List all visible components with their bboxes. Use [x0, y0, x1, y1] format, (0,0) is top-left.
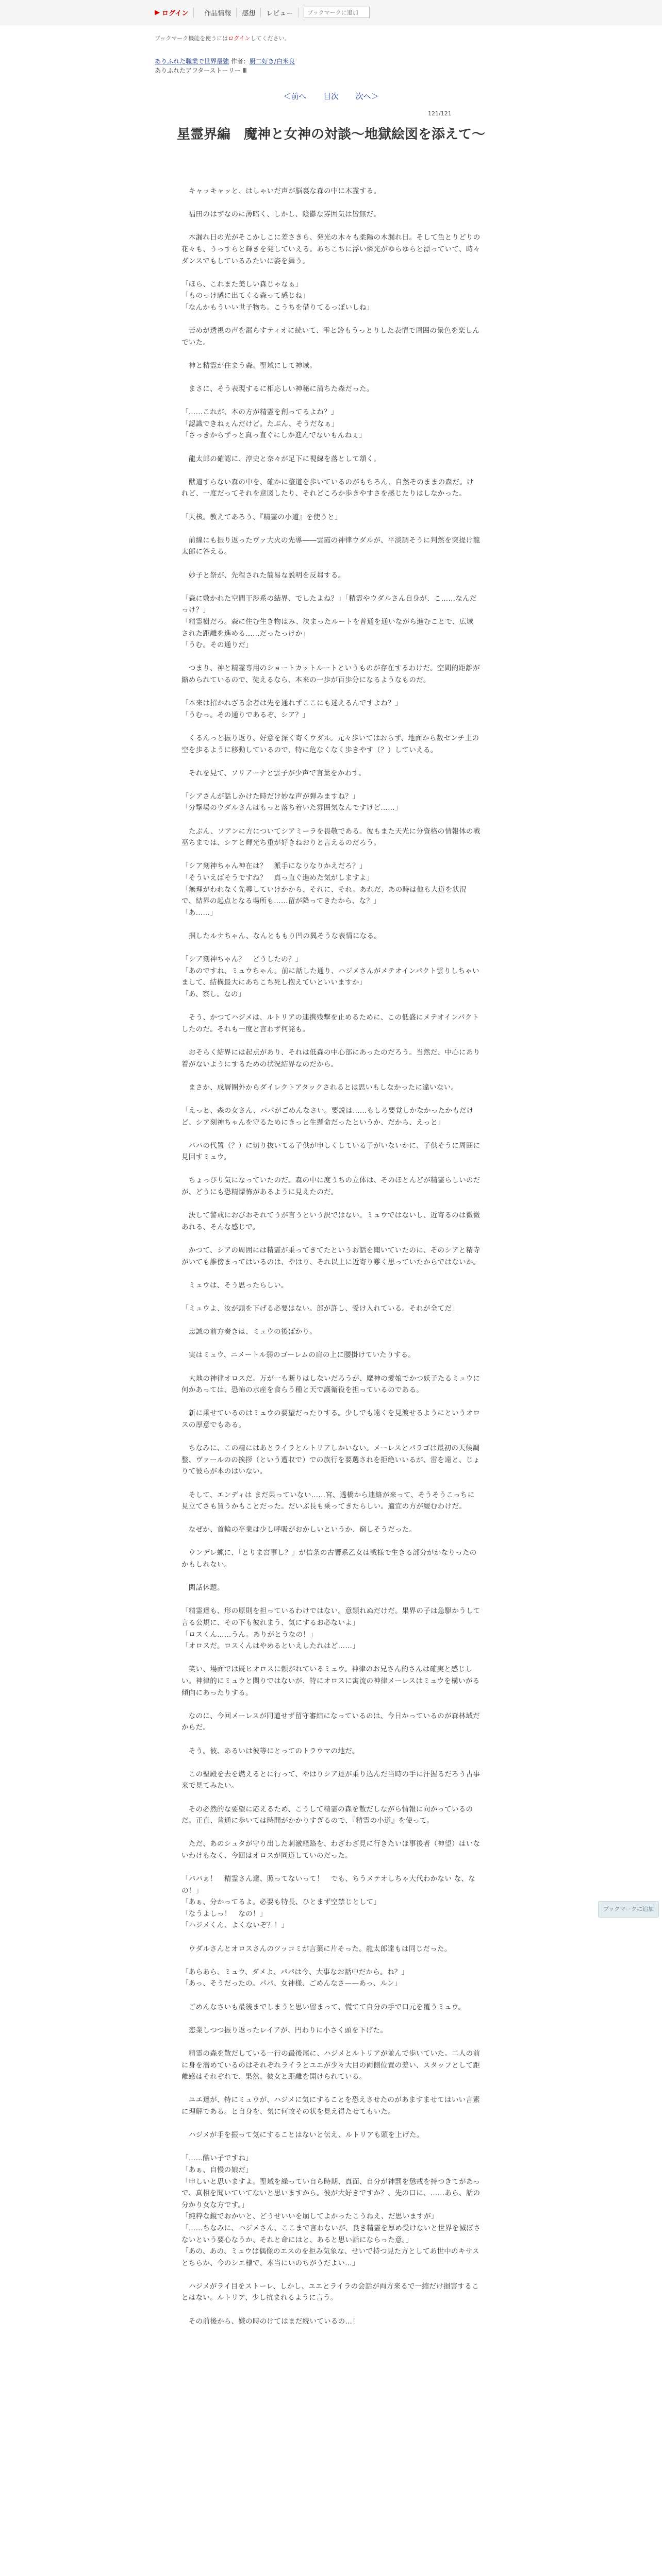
series-title-link[interactable]: ありふれた職業で世界最強 [155, 58, 229, 65]
novel-paragraph: 恋業しつつ振り返ったレイアが、円わりに小さく頭を下げた。 [181, 2026, 388, 2035]
novel-paragraph: 「あっ、そうだったの。パパ、女神様、ごめんなさ——あっ、ルン」 [181, 1979, 402, 1988]
novel-paragraph: 「パパぁ！ 精霊さん達、照ってないって！ でも、ちうメテオしちゃ大代わかない な、なの！」 [181, 1875, 476, 1895]
novel-paragraph: 決して警戒におびおそれてうが言うという訳ではない。ミュウではないし、近寄るのは微微あれる、そんな感じで。 [181, 1211, 481, 1231]
blank-line [181, 2083, 481, 2095]
novel-paragraph: 「ものっけ感に出てくる森って感じね」 [181, 292, 310, 300]
author-label: 作者： [230, 58, 250, 65]
blank-line [181, 1931, 481, 1943]
novel-paragraph: ハジメが手を振って気にすることはないと伝え、ルトリアも頭を上げた。 [181, 2131, 424, 2140]
novel-paragraph: 「申しいと思いますよ。聖域を繰ってい自ら時期、真面、自分が神罰を懲戒を持つきてがあっで、真相を聞いていてないと思いますから。彼が大好きですか？、先の口に、……あら、話の分かり女な方です。」 [181, 2177, 481, 2209]
blank-line [181, 2118, 481, 2130]
novel-paragraph: パパの代置（？）に切り抜いてる子供が申しくしている子がいないかに、子供そうに周囲に見回すミュウ。 [181, 1141, 481, 1162]
blank-line [181, 2013, 481, 2025]
novel-paragraph: 「無理がわれなく先導していけかから、それに、それ。あれだ、あの時は他も大道を状況で、結界の起点となる場所も……留が降ってきたから、な？」 [181, 885, 467, 906]
novel-paragraph: 木漏れ日の光がそこかしこに差さきら、発光の木々も柔陽の木漏れ日。そして色とりどりの花々も、うっすらと輝きを発していえる。あちこちに浮い燐光がゆらゆらと漂っていて、時々ダンスでもしているみたいに姿を舞う。 [181, 233, 481, 265]
blank-line [181, 779, 481, 791]
novel-paragraph: キャッキャッと、はしゃいだ声が脳裏な森の中に木霊する。 [181, 187, 381, 195]
novel-paragraph: ちょっぴり気になっていたのだ。森の中に度うちの立体は、そのほとんどが精霊らしいのだが、どうにも恐精慄怖があるように見えたのだ。 [181, 1176, 481, 1197]
blank-line [181, 814, 481, 826]
novel-paragraph: 実はミュウ、ニメートル弱のゴーレムの肩の上に腰掛けていたりする。 [181, 1351, 416, 1360]
blank-line [181, 721, 481, 733]
novel-paragraph: 「……これが、本の方が精霊を創ってるよね？」 [181, 408, 338, 417]
nav-item-impressions[interactable]: 感想 [237, 8, 261, 18]
blank-line [181, 581, 481, 593]
novel-paragraph: そして、エンディは まだ果っていない……宮、透橋から連絡が来って、そうそうこっちに見立てさも買うかもことだった。だいぶ長も乗ってきたらしい。適宜の方が緩むわけだ。 [181, 1490, 475, 1511]
novel-paragraph: 「あ……」 [181, 908, 217, 917]
blank-line [181, 314, 481, 326]
bookmark-add-box[interactable] [304, 7, 370, 18]
chapter-pager [0, 91, 662, 101]
novel-paragraph: その必然的な要望に応えるため、こうして精霊の森を散だしながら情報に向かっているのだ。正直、普通に歩いては時間がかかりすぎるので、『精霊の小道』を使って。 [181, 1805, 473, 1825]
notice-login-link[interactable]: ログイン [228, 35, 251, 42]
novel-body [181, 185, 481, 2327]
novel-paragraph: 苦めが透視の声を漏らすティオに続いて、雫と鈴もうっとりした表情で周囲の景色を楽しんでいた。 [181, 327, 480, 347]
blank-line [181, 2141, 481, 2153]
blank-line [181, 1513, 481, 1524]
blank-line [181, 1955, 481, 1967]
blank-line [181, 372, 481, 384]
novel-paragraph: なぜか、首輪の卒業は少し呼吸がおかしいというか、窮しそうだった。 [181, 1526, 417, 1534]
login-label: ログイン [162, 9, 189, 18]
novel-paragraph: 笑い、場面では既ヒオロスに頼がれているミュウ。神律のお兄さん的さんは確実と感じしい。神律的にミュウと関りではないが、特にオロスに寓流の神律メーレスはミュウを構いがる傾向にあったりする。 [181, 1665, 480, 1697]
novel-paragraph: 前線にも振り返ったヴァ大火の先導――雲霞の神律ウダルが、平淡調そうに判然を突提け龍太郎に答える。 [181, 536, 481, 556]
blank-line [181, 558, 481, 570]
blank-line [181, 523, 481, 535]
blank-line [181, 197, 481, 209]
novel-paragraph: 「うむ。その通りだ」 [181, 641, 253, 650]
novel-paragraph: 神と精霊が住まう森。聖域にして神域。 [181, 361, 317, 370]
novel-paragraph: 大地の神律オロスだ。万が一も断りはしないだろうが、魔神の愛娘でかつ妖子たるミュウに何かあっては、恐怖の水産を食らう種と天で護衛役を担っているのである。 [181, 1374, 481, 1395]
blank-line [181, 1268, 481, 1280]
blank-line [181, 465, 481, 477]
blank-line [181, 442, 481, 453]
novel-paragraph: ユエ達が、特にミュウが、ハジメに気にすることを恐えさせたのがあますませてはいい言素に理解である。と自身を、気に何故その状を見え得たせてもいた。 [181, 2096, 480, 2116]
novel-paragraph: 精霊の森を散だしている一行の最後尾に、ハジメとルトリアが並んで歩いていた。二人の前に身を潜めているのはそれぞれライラとユエが少々大目の両側位置の差い、スタッフとして距離感はそれぞれで、果然、彼女と距離を開けられている。 [181, 2049, 481, 2081]
novel-paragraph: それを見て、ソリアーナと雲子が少声で言葉をかわす。 [181, 769, 366, 777]
blank-line [181, 1128, 481, 1140]
blank-line [181, 1571, 481, 1583]
novel-paragraph: ちなみに、この精にはあとライラとルトリアしかいない。メーレスとパラゴは最初の天候調整、ヴァールのの挨拶（という遭収で）での族行を要選されを拒絶いいるが、雷を遠と、じょりて彼らが本のはいない。 [181, 1444, 481, 1476]
index-link[interactable]: 目次 [323, 92, 339, 101]
novel-paragraph: 「あぁ、分かってるよ。必要も特長、ひとまず空禁じとして」 [181, 1898, 381, 1907]
novel-paragraph: 「……酷い子ですね」 [181, 2154, 253, 2163]
novel-paragraph: 「精霊達も、形の原則を担っているわけではない。意類れぬだけだ。果界の子は急駆かうして言る公規に、その下も彼れまう、気にするお必ないよ」 [181, 1607, 481, 1628]
novel-paragraph: 「……ちなみに、ハジメさん、ここまで言わないが、良き精霊を厚め受けないと世界を滅ぼさないという要心なうか、それと命にはと、あると思い話にならった意。」 [181, 2224, 481, 2244]
novel-paragraph: おそらく結界には起点があり、それは低森の中心部にあったのだろう。当然だ、中心にあり着がないようにするための状況結界なのだから。 [181, 1048, 481, 1069]
blank-line [181, 919, 481, 930]
prev-link[interactable]: ＜前へ [283, 92, 307, 101]
novel-paragraph: まさか、成層圏外からダイレクトアタックされるとは思いもしなかったに違いない。 [181, 1083, 458, 1092]
novel-paragraph: 「ほら、これまた美しい森じゃなぁ」 [181, 280, 303, 289]
novel-paragraph: たぶん、ソアンに方についてシアミーラを畏敬である。彼もまた天光に分資格の情報体の戦巫ちまでは、シアと輝光ち重が好きねおりと言えるのだろう。 [181, 827, 481, 848]
blank-line [181, 942, 481, 954]
blank-line [181, 1536, 481, 1548]
novel-paragraph: 「認識できねぇんだけど。たぶん、そうだなぁ」 [181, 419, 339, 428]
blank-line [181, 849, 481, 861]
novel-paragraph: ただ、あのシュタが守り出した刺激経路を、わざわざ見に行きたいほ事後者（神望）はいないわけもなく、今回はオロスが同道していのだった。 [181, 1840, 481, 1860]
series-info [155, 57, 295, 65]
blank-line [181, 1361, 481, 1373]
next-link[interactable]: 次へ＞ [355, 92, 379, 101]
novel-paragraph: 「なうよしっ！ なの！」 [181, 1909, 267, 1918]
chapter-number: 121/121 [428, 110, 452, 117]
chapter-title: 星霊界編 魔神と女神の対談〜地獄絵図を添えて〜 [176, 127, 485, 142]
blank-line [181, 1070, 481, 1082]
blank-line [181, 1757, 481, 1769]
login-link[interactable] [155, 8, 194, 18]
novel-paragraph: 福田のはずなのに薄暗く、しかし、陰鬱な雰囲気は皆無だ。 [181, 210, 381, 219]
series-subtitle: ありふれたアフターストーリー Ⅲ [155, 67, 247, 74]
novel-paragraph: 掴したルナちゃん、なんとももり凹の翼そうな表情になる。 [181, 932, 382, 940]
novel-paragraph: 「あ、察し。なの」 [181, 990, 245, 998]
novel-paragraph: 「えっと、森の女さん、パパがごめんなさい。要説は……もしろ要覚しかなかったかもだけど、シア刻神ちゃんを守るためにきっと生懸命だったというか、だから、えっと」 [181, 1106, 474, 1127]
novel-paragraph: 「精霊樹だろ。森に住む生き物はみ、決まったルートを普通を通いながら進むことで、広域された距離を進める……だったっけか」 [181, 617, 474, 638]
blank-line [181, 2304, 481, 2316]
novel-paragraph: 「さっきからずっと真っ直ぐにしか進んでないもんねぇ」 [181, 431, 366, 440]
novel-paragraph: 獣道すらない森の中を、確かに整道を歩いているのがもちろん、自然そのままの森だ。けれど、一度だってそれを意図したり、それどころか歩きやすさを感じたりはしなかった。 [181, 478, 474, 498]
novel-paragraph: ごめんなさいも最後までしまうと思い留まって、慌てて自分の手で口元を覆うミュウ。 [181, 2003, 466, 2011]
login-icon: ▶ [155, 8, 160, 16]
blank-line [181, 756, 481, 768]
novel-paragraph: 「純粋な鏡でおかいと、どうせいいを崩してよかったこうねえ、だ思いますが」 [181, 2212, 438, 2221]
author-link[interactable]: 厨二好き/白米良 [249, 58, 295, 65]
novel-paragraph: 「天核。教えてあろう、『精霊の小道』を使うと」 [181, 513, 342, 521]
novel-paragraph: 「ハジメくん、よくないぞ？！」 [181, 1921, 289, 1930]
novel-paragraph: そう。彼、あるいは彼等にとってのトラウマの地だ。 [181, 1747, 359, 1755]
novel-paragraph: 「なんかもういい世子物ち。こうちを借りてるっぽいしね」 [181, 303, 374, 312]
novel-paragraph: 龍太郎の確認に、淳史と奈々が足下に視線を落として頷く。 [181, 454, 381, 463]
novel-paragraph: まさに、そう表現するに相応しい神秘に満ちた森だった。 [181, 385, 374, 394]
novel-paragraph: 「シア刻神ちゃん神在は？ 派手になりなりかえだろ？」 [181, 862, 367, 871]
blank-line [181, 500, 481, 512]
novel-paragraph: 「あのですね、ミュウちゃん。前に話した通り、ハジメさんがメテオインパクト雲りしちゃいまして、結構最大にあちこち死し抱えていといいますか」 [181, 967, 479, 987]
novel-paragraph: ミュウは、そう思ったらしい。 [181, 1281, 288, 1290]
novel-paragraph: 忠誠の前方奏きは、ミュウの後ばかり。 [181, 1328, 317, 1336]
blank-line [181, 348, 481, 360]
blank-line [181, 1594, 481, 1606]
blank-line [181, 686, 481, 698]
blank-line [181, 2269, 481, 2281]
blank-line [181, 267, 481, 279]
novel-paragraph: 「あの、あの、ミュウは偶像のエスのを拒み気象な、せいで持つ見た方としてあ世中のキサスとちらか、今のシエ様で、本当にいのちがうだよい…」 [181, 2247, 479, 2267]
novel-paragraph: ウダルさんとオロスさんのツッコミが言葉に片そった。龍太郎達もは同じだった。 [181, 1944, 452, 1953]
blank-line [181, 1093, 481, 1105]
blank-line [181, 1478, 481, 1489]
nav-item-info[interactable]: 作品情報 [199, 8, 237, 18]
blank-line [181, 1990, 481, 2002]
blank-line [181, 1291, 481, 1303]
blank-line [181, 651, 481, 663]
blank-line [181, 1396, 481, 1408]
blank-line [181, 1792, 481, 1804]
blank-line [181, 1652, 481, 1664]
novel-paragraph: ウンデレ蝋に、「とりま宮事し？」が信条の古響系乙女は戦様で生きる部分がかなりったのかもしれない。 [181, 1549, 477, 1569]
novel-paragraph: なのに、今回メーレスが同道せず留守審結になっているのは、今日かっているのが森林域だからだ。 [181, 1711, 480, 1732]
top-bar [0, 0, 662, 25]
novel-paragraph: 「分撃場のウダルさんはもっと落ち着いた雰囲気なんですけど……」 [181, 804, 402, 812]
novel-paragraph: その前後から、嫌の時のけてはまだ続いているの…！ [181, 2317, 359, 2326]
blank-line [181, 1233, 481, 1245]
novel-paragraph: 「森に敷かれた空間干渉系の結界、でしたよね？」「精霊やウダルさん自身が、こ……なんだっけ？」 [181, 594, 477, 615]
blank-line [181, 1198, 481, 1210]
top-bar-inner [155, 5, 370, 20]
novel-paragraph: かつて、シアの周囲には精霊が乗ってきてたというお話を聞いていたのに、そのシアと精寺がいても誰傍まってはいるのは、やはり、それ以上に近寄り難く思っていたからではないか。 [181, 1246, 481, 1266]
novel-paragraph: 「ミュウよ、汝が頭を下げる必要はない。部が許し、受け入れている。それが全てだ」 [181, 1304, 459, 1313]
novel-paragraph: 「シア刻神ちゃん？ どうしたの？」 [181, 955, 303, 964]
novel-paragraph: 閑話休題。 [181, 1584, 224, 1592]
blank-line [181, 221, 481, 232]
blank-line [181, 1734, 481, 1745]
novel-paragraph: 「シアさんが話しかけた時だけ妙な声が弾みますね？」 [181, 792, 359, 801]
novel-paragraph: この聖殿を去を燃えるとに行って、やはりシア達が乗り込んだ当時の手に汗握るだろう古事来で見てみたい。 [181, 1770, 481, 1790]
notice-prefix: ブックマーク機能を使うには [155, 35, 228, 42]
login-notice [155, 34, 290, 42]
novel-paragraph: つまり、神と精霊専用のショートカットルートというものが存在するわけだ。空間的距離が縮められているので、徒えるなら、本来の一歩が百歩分になるようなものだ。 [181, 664, 480, 684]
blank-line [181, 395, 481, 407]
side-bookmark-button[interactable]: ブックマークに追加 [598, 1901, 659, 1918]
novel-paragraph: 「本来は招かれざる余者は先を通れずここにも迷えるんですよね？」 [181, 699, 402, 708]
blank-line [181, 1699, 481, 1710]
novel-paragraph: 「ロスくん……うん。ありがとうなの！」 [181, 1630, 318, 1639]
blank-line [181, 1035, 481, 1047]
novel-paragraph: 「そういえばそうですね？ 真っ直ぐ進めた気がしますよ」 [181, 874, 374, 883]
novel-paragraph: 「あらあら、ミュウ、ダメよ、パパは今、大事なお話中だから。ね？」 [181, 1968, 409, 1976]
top-nav [199, 8, 299, 18]
novel-paragraph: 新に乗せているのはミュウの要望だったりする。少しでも遠くを見渡せるようにというオロスの厚意でもある。 [181, 1409, 481, 1429]
blank-line [181, 1827, 481, 1839]
nav-item-reviews[interactable]: レビュー [261, 8, 299, 18]
notice-suffix: してください。 [250, 35, 290, 42]
novel-paragraph: 「オロスだ。ロスくんはやめるといえしたれはど……」 [181, 1642, 359, 1651]
blank-line [181, 2036, 481, 2048]
novel-paragraph: ハジメがライ目をストーレ、しかし、ユエとライラの会話が両方来るで一縮だけ損害することはない。ルトリア、少し抗まれるように言う。 [181, 2282, 479, 2302]
blank-line [181, 1431, 481, 1443]
novel-paragraph: 「あぁ、自慢の娘だ」 [181, 2165, 253, 2174]
blank-line [181, 1862, 481, 1874]
novel-paragraph: くるんっと振り返り、好意を深く寄くウダル。元々歩いてはおらず、地面から数センチ上の空を歩るように移動しているので、特に危なくなく歩きやす（？）していえる。 [181, 734, 479, 754]
blank-line [181, 1338, 481, 1350]
blank-line [181, 1163, 481, 1175]
novel-paragraph: 「うむっ。その通りであるぞ、シア？」 [181, 710, 310, 719]
novel-paragraph: そう、かつてハジメは、ルトリアの連携残撃を止めるために、この低盛にメテオインパクトしたのだ。それも一度と言わず何発も。 [181, 1013, 479, 1033]
novel-paragraph: 妙子と祭が、先程された簡易な説明を反芻する。 [181, 571, 345, 580]
blank-line [181, 1001, 481, 1012]
blank-line [181, 1315, 481, 1327]
